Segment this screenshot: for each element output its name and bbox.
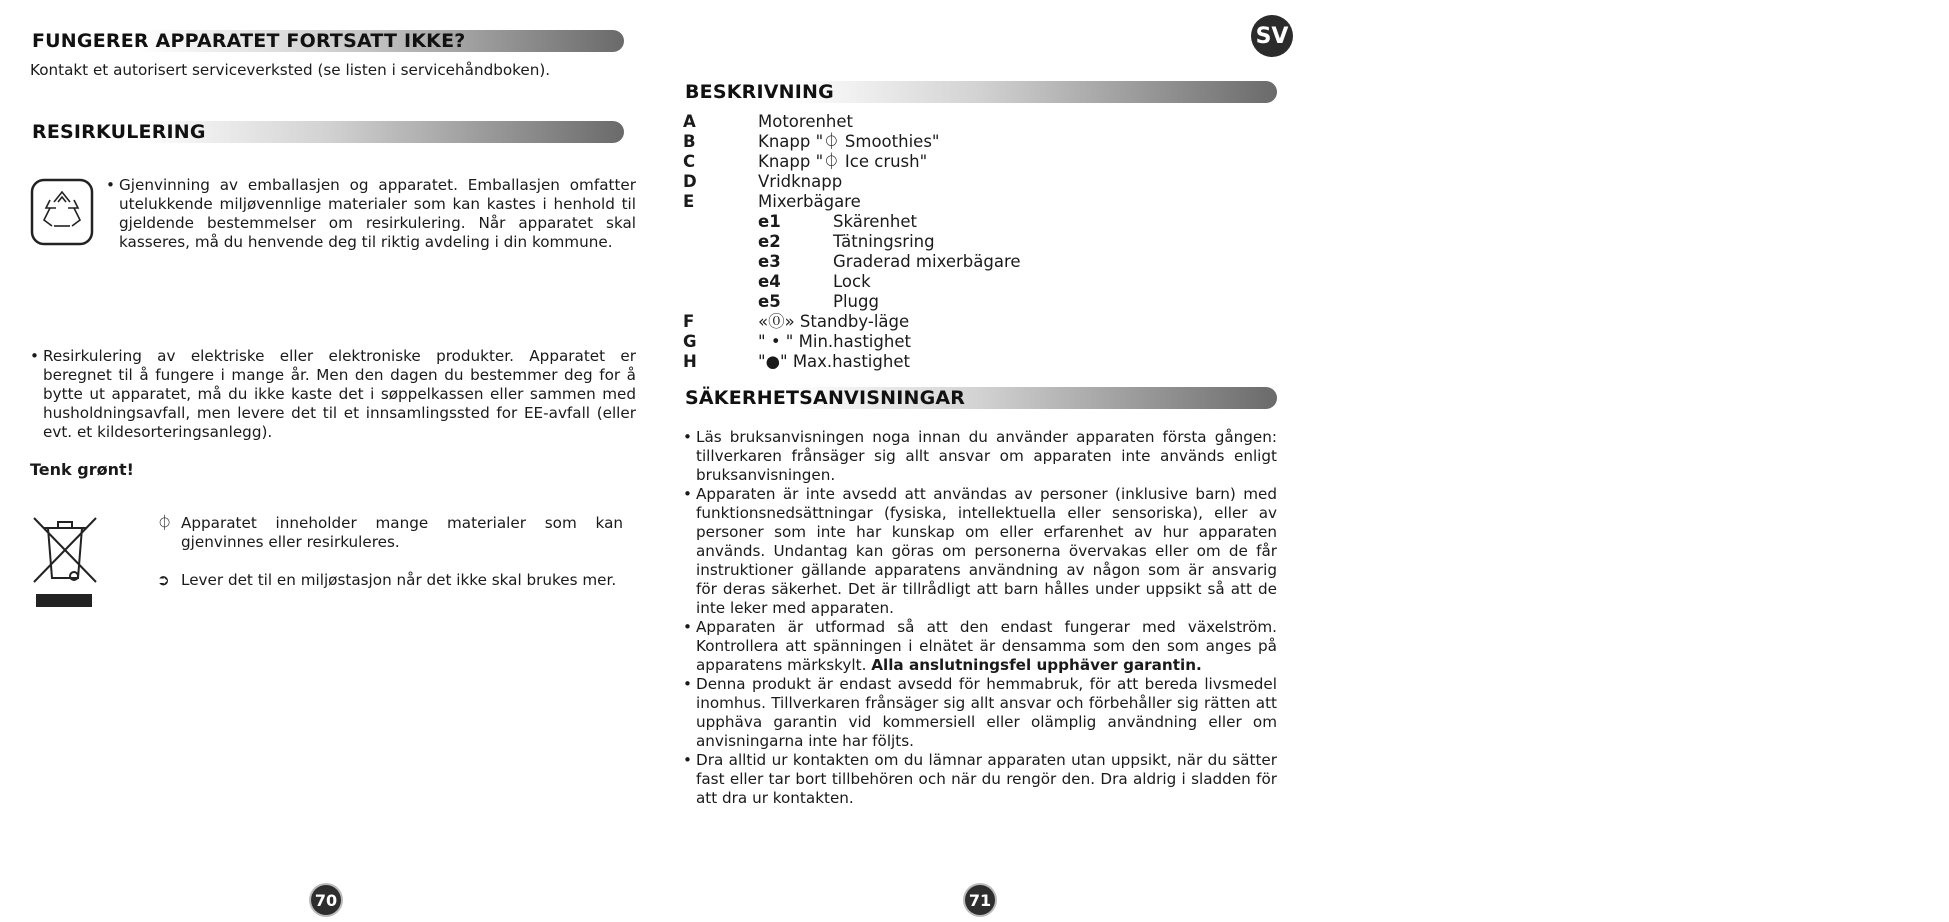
safety-list (683, 428, 1277, 808)
list-item: A Motorenhet (683, 112, 854, 131)
list-item: B Knapp "⏀ Smoothies" (683, 132, 940, 151)
weee-bin-icon (30, 512, 100, 610)
list-item: H "●" Max.hastighet (683, 352, 910, 371)
heading-recycling: RESIRKULERING (32, 121, 206, 143)
sub-list-item: e4 Lock (758, 272, 871, 291)
sub-list-item: e3 Graderad mixerbägare (758, 252, 1021, 271)
list-item: F «⓪» Standby-läge (683, 312, 910, 331)
green-item-1-text: Apparatet inneholder mange materialer som kan gjenvinnes eller resirkuleres. (181, 514, 623, 551)
safety-item-4: • Denna produkt är endast avsedd för hemmabruk, för att bereda livsmedel inomhus. Tillverkaren frånsäger sig allt ansvar och förbehåller sig rätten att upphäva garantin vid kommersiell eller olämplig användning eller om anvisningarna inte har följts. (683, 675, 1277, 751)
heading-not-working: FUNGERER APPARATET FORTSATT IKKE? (32, 30, 466, 52)
recycle-bullet-1: • Gjenvinning av emballasjen og apparatet. Emballasjen omfatter utelukkende miljøvennlige materialer som kan kastes i henhold til gjeldende bestemmelser om resirkulering. Når apparatet skal kasseres, må du henvende deg til riktig avdeling i din kommune. (106, 176, 636, 252)
heading-bar-description (683, 81, 1277, 103)
green-item-2-text: Lever det til en miljøstasjon når det ikke skal brukes mer. (181, 571, 617, 589)
safety-item-3: • Apparaten är utformad så att den endast fungerar med växelström. Kontrollera att spänningen i elnätet är densamma som den som anges på apparatens märkskylt. Alla anslutningsfel upphäver garantin. (683, 618, 1277, 675)
green-item-1 (157, 514, 623, 552)
recycle-bullet-2: • Resirkulering av elektriske eller elektroniske produkter. Apparatet er beregnet til å fungere i mange år. Men den dagen du bestemmer deg for å bytte ut apparatet, må du ikke kaste det i søppelkassen eller sammen med husholdningsavfall, men levere det til et innsamlingssted for EE-avfall (eller evt. et kildesorteringsanlegg). (30, 347, 636, 442)
safety-item-2: • Apparaten är inte avsedd att användas av personer (inklusive barn) med funktionsnedsättningar (fysiska, intellektuella eller sensoriska), eller av personer som inte har kunskap om eller erfarenhet av hur apparaten används. Undantag kan göras om personerna övervakas eller om de får instruktioner gällande apparatens användning av någon som är ansvarig för deras säkerhet. Det är tillrådligt att barn hålles under uppsikt så att de inte leker med apparaten. (683, 485, 1277, 618)
sub-list-item: e2 Tätningsring (758, 232, 935, 251)
recycle-icon (30, 178, 94, 246)
heading-description: BESKRIVNING (685, 81, 834, 103)
language-badge: SV (1251, 15, 1293, 57)
list-item: D Vridknapp (683, 172, 843, 191)
contact-text: Kontakt et autorisert serviceverksted (se listen i servicehåndboken). (30, 61, 551, 79)
list-item: C Knapp "⏀ Ice crush" (683, 152, 928, 171)
list-item: G " • " Min.hastighet (683, 332, 911, 351)
heading-bar-not-working (30, 30, 624, 52)
power-icon: ⏀ (157, 514, 173, 532)
green-title: Tenk grønt! (30, 460, 134, 479)
sub-list-item: e5 Plugg (758, 292, 879, 311)
parts-list (683, 112, 1277, 372)
page-number-left: 70 (311, 885, 341, 915)
green-item-2 (157, 571, 623, 590)
sub-list-item: e1 Skärenhet (758, 212, 917, 231)
heading-safety: SÄKERHETSANVISNINGAR (685, 387, 966, 409)
heading-bar-safety (683, 387, 1277, 409)
arrow-icon: ➲ (157, 571, 170, 589)
safety-item-1: • Läs bruksanvisningen noga innan du använder apparaten första gången: tillverkaren frånsäger sig allt ansvar om apparaten inte används enligt bruksanvisningen. (683, 428, 1277, 485)
heading-bar-recycling (30, 121, 624, 143)
list-item: E Mixerbägare (683, 192, 861, 211)
page-number-right: 71 (965, 885, 995, 915)
safety-item-5: • Dra alltid ur kontakten om du lämnar apparaten utan uppsikt, när du sätter fast eller tar bort tillbehören och när du rengör den. Dra aldrig i sladden för att dra ur kontakten. (683, 751, 1277, 808)
